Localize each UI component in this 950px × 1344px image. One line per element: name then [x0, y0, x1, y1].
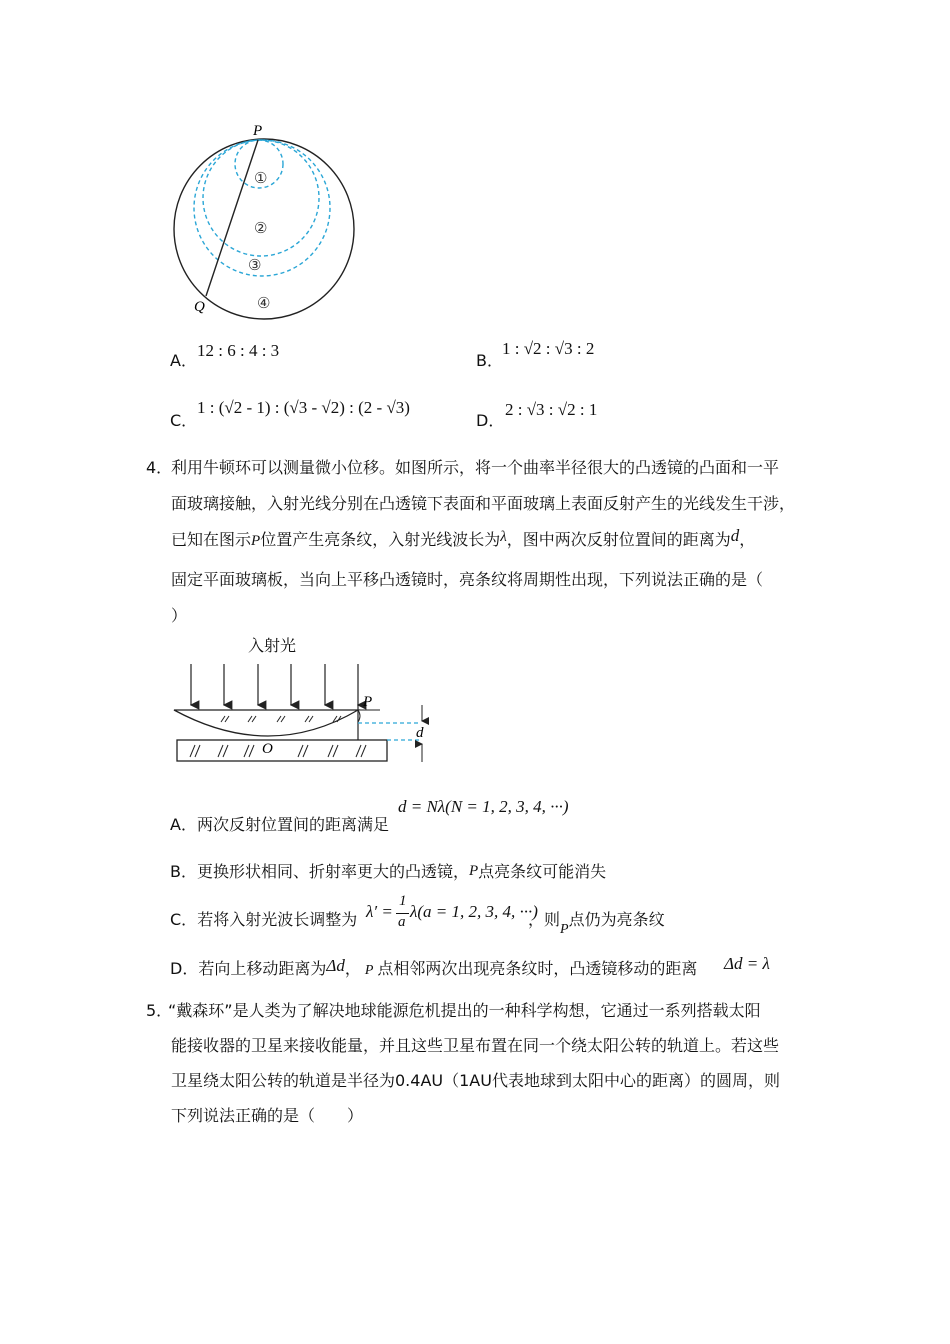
- q3-option-d-letter: D．: [476, 411, 505, 430]
- convex-lens: [174, 710, 358, 736]
- label-d: d: [416, 725, 424, 741]
- q4-line3-text-b: 位置产生亮条纹，入射光线波长为: [260, 530, 501, 549]
- q4-option-c-letter: C．: [170, 910, 198, 929]
- q4-var-lambda: λ: [500, 529, 507, 545]
- label-p-newton: P: [363, 694, 373, 710]
- q3-option-a-letter: A．: [170, 351, 197, 370]
- q4-line-1: 利用牛顿环可以测量微小位移。如图所示，将一个曲率半径很大的凸透镜的凸面和一平: [171, 458, 780, 477]
- q3-option-c-letter: C．: [170, 411, 198, 430]
- q4-option-d-math: Δd = λ: [724, 954, 770, 973]
- q4-option-d-var1: Δd: [326, 956, 345, 975]
- circle-label-2: ②: [254, 221, 268, 237]
- q4-line-4: 固定平面玻璃板，当向上平移凸透镜时，亮条纹将周期性出现，下列说法正确的是（: [171, 570, 764, 589]
- q4-line3-text-d: ，: [739, 530, 756, 549]
- q4-var-d: d: [730, 526, 740, 545]
- q4-option-d-var2: P: [364, 963, 374, 978]
- q4-option-b-text1: 更换形状相同、折射率更大的凸透镜，: [196, 862, 469, 881]
- q4-option-b-letter: B．: [170, 862, 197, 881]
- incident-light-label: 入射光: [248, 636, 297, 655]
- q3-option-c-expr: 1 : (√2 - 1) : (√3 - √2) : (2 - √3): [197, 398, 410, 417]
- q4-option-c-var: P: [560, 922, 569, 937]
- flat-glass-plate: [177, 740, 387, 761]
- q5-number: 5．: [146, 1001, 173, 1020]
- q4-option-c-text2: ，则: [528, 910, 561, 929]
- glass-hatching: [190, 745, 366, 757]
- q4-option-b-text2: 点亮条纹可能消失: [478, 862, 607, 881]
- q4-option-c-tail: [528, 910, 665, 937]
- circle-label-1: ①: [254, 171, 268, 187]
- q3-option-d-expr: 2 : √3 : √2 : 1: [505, 400, 598, 419]
- q4-option-c-rhs: λ(a = 1, 2, 3, 4, ···): [410, 902, 538, 921]
- circle-label-4: ④: [257, 296, 271, 312]
- q3-option-b-letter: B．: [476, 351, 503, 370]
- dashed-circle-3: [194, 140, 330, 276]
- label-o: O: [262, 741, 273, 757]
- q4-number: 4．: [146, 458, 173, 477]
- q5-line-2: 能接收器的卫星来接收能量，并且这些卫星布置在同一个绕太阳公转的轨道上。若这些: [171, 1036, 780, 1055]
- q4-option-c-text1: 若将入射光波长调整为: [197, 910, 358, 929]
- q5-line-3: 卫星绕太阳公转的轨道是半径为0.4AU（1AU代表地球到太阳中心的距离）的圆周，则: [171, 1071, 780, 1090]
- q4-line3-text-a: 已知在图示: [171, 530, 252, 549]
- lens-hatching: [221, 716, 341, 722]
- q4-option-d-text1: 若向上移动距离为: [198, 959, 327, 978]
- q5-line-4: 下列说法正确的是（ ）: [171, 1106, 364, 1125]
- q4-option-b-var: P: [469, 863, 479, 879]
- q4-option-c: [170, 912, 357, 928]
- q4-option-a-math: d = Nλ(N = 1, 2, 3, 4, ···): [398, 797, 569, 816]
- q4-option-c-frac-num: 1: [399, 893, 407, 909]
- q4-option-c-lhs: λ′ =: [366, 902, 393, 921]
- q3-option-b-expr: 1 : √2 : √3 : 2: [502, 339, 595, 358]
- circle-chord-figure: [160, 115, 370, 320]
- dashed-circle-2: [203, 140, 319, 256]
- q4-option-a: [170, 817, 389, 833]
- q4-option-d-text2: ，: [344, 959, 361, 978]
- q4-var-p: P: [251, 533, 261, 549]
- label-q: Q: [194, 299, 205, 315]
- label-p: P: [253, 123, 263, 139]
- q4-line-2: 面玻璃接触，入射光线分别在凸透镜下表面和平面玻璃上表面反射产生的光线发生干涉，: [171, 494, 796, 513]
- q4-option-b: [170, 864, 606, 881]
- q4-option-d-text3: 点相邻两次出现亮条纹时，凸透镜移动的距离: [377, 959, 698, 978]
- q4-option-a-letter: A．: [170, 815, 197, 834]
- q4-option-c-frac-den: a: [398, 914, 406, 930]
- circle-label-3: ③: [248, 258, 262, 274]
- q4-option-d-letter: D．: [170, 959, 199, 978]
- q4-option-a-text: 两次反射位置间的距离满足: [196, 815, 389, 834]
- q5-line-1: “戴森环”是人类为了解决地球能源危机提出的一种科学构想，它通过一系列搭载太阳: [168, 1001, 761, 1020]
- q4-line-3: [171, 526, 756, 549]
- q4-option-c-text3: 点仍为亮条纹: [568, 910, 665, 929]
- q3-option-a-expr: 12 : 6 : 4 : 3: [197, 341, 280, 360]
- q4-line-5: ）: [171, 606, 188, 625]
- q4-line3-text-c: ，图中两次反射位置间的距离为: [506, 530, 731, 549]
- q4-option-d: [170, 956, 698, 979]
- newton-ring-figure: [170, 660, 440, 770]
